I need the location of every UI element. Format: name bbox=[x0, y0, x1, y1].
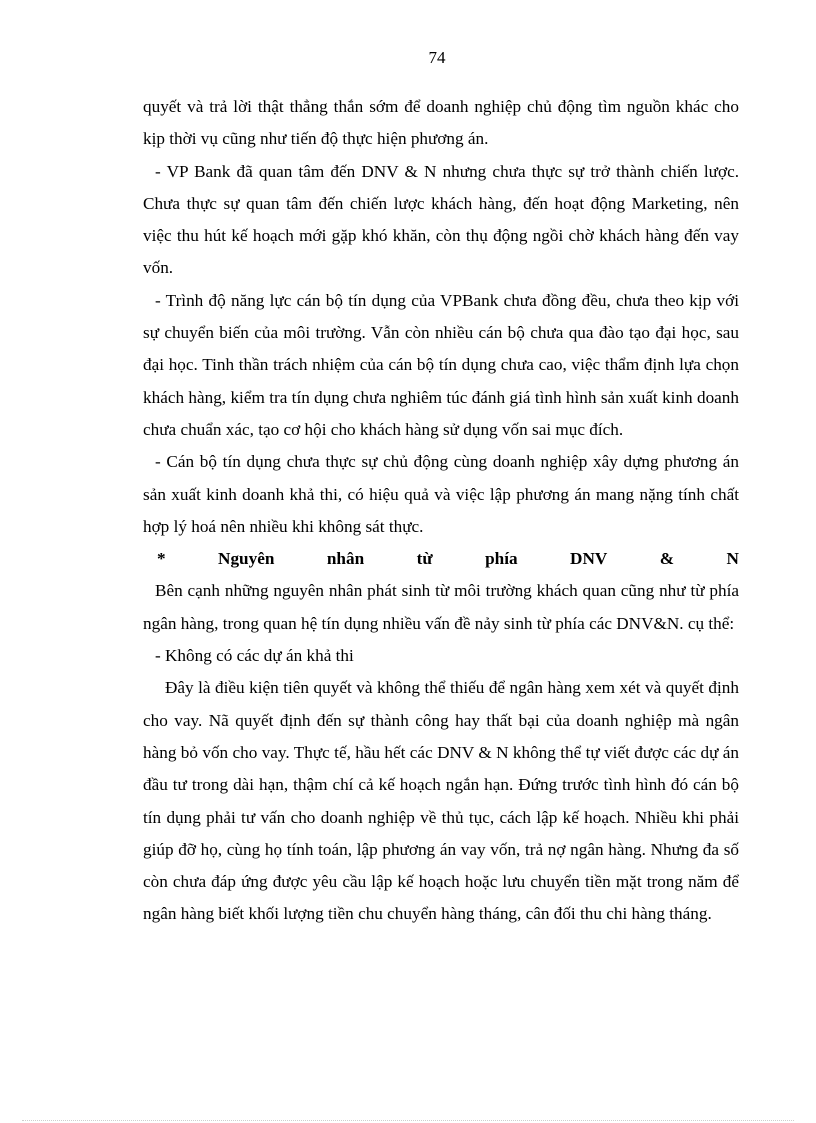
heading-word: & bbox=[659, 549, 675, 569]
paragraph-continuation: quyết và trả lời thật thẳng thắn sớm để doanh nghiệp chủ động tìm nguồn khác cho kịp thời vụ cũng như tiến độ thực hiện phương án. bbox=[143, 97, 739, 149]
heading-word: phía bbox=[485, 549, 518, 569]
heading-word: Nguyên bbox=[218, 549, 275, 569]
paragraph-staff-initiative: - Cán bộ tín dụng chưa thực sự chủ động cùng doanh nghiệp xây dựng phương án sản xuất kinh doanh khả thi, có hiệu quả và việc lập phương án mang nặng tính chất hợp lý hoá nên nhiều khi không sát thực. bbox=[143, 452, 739, 536]
heading-word: từ bbox=[416, 549, 433, 569]
heading-word: nhân bbox=[326, 549, 365, 569]
footer-divider bbox=[22, 1120, 794, 1121]
paragraph-prerequisite: Đây là điều kiện tiên quyết và không thể thiếu để ngân hàng xem xét và quyết định cho vay. Nã quyết định đến sự thành công hay thất bại của doanh nghiệp mà ngân hàng bỏ vốn cho vay. Thực tế, hầu hết các DNV & N không thể tự viết được các dự án đầu tư trong dài hạn, thậm chí cả kế hoạch ngắn hạn. Đứng trước tình hình đó cán bộ tín dụng phải tư vấn cho doanh nghiệp về thủ tục, cách lập kế hoạch. Nhiều khi phải giúp đỡ họ, cùng họ tính toán, lập phương án vay vốn, trả nợ ngân hàng. Nhưng đa số còn chưa đáp ứng được yêu cầu lập kế hoạch hoặc lưu chuyển tiền mặt trong năm để ngân hàng biết khối lượng tiền chu chuyển hàng tháng, cân đối thu chi hàng tháng. bbox=[143, 678, 739, 924]
heading-word: * bbox=[157, 549, 166, 569]
heading-word: N bbox=[726, 549, 739, 569]
document-body bbox=[143, 91, 739, 931]
paragraph-sme-causes: Bên cạnh những nguyên nhân phát sinh từ môi trường khách quan cũng như từ phía ngân hàng, trong quan hệ tín dụng nhiều vấn đề nảy sinh từ phía các DNV&N. cụ thể: bbox=[143, 581, 739, 633]
paragraph-staff-competence: - Trình độ năng lực cán bộ tín dụng của VPBank chưa đồng đều, chưa theo kịp với sự chuyển biến của môi trường. Vẫn còn nhiều cán bộ chưa qua đào tạo đại học, sau đại học. Tinh thần trách nhiệm của cán bộ tín dụng chưa cao, việc thẩm định lựa chọn khách hàng, kiểm tra tín dụng chưa nghiêm túc đánh giá tình hình sản xuất kinh doanh chưa chuẩn xác, tạo cơ hội cho khách hàng sử dụng vốn sai mục đích. bbox=[143, 290, 739, 439]
heading-word: DNV bbox=[570, 549, 608, 569]
page-number: 74 bbox=[428, 48, 446, 67]
paragraph-vpbank-strategy: - VP Bank đã quan tâm đến DNV & N nhưng chưa thực sự trở thành chiến lược. Chưa thực sự quan tâm đến chiến lược khách hàng, đến hoạt động Marketing, nên việc thu hút kế hoạch mới gặp khó khăn, còn thụ động ngồi chờ khách hàng đến vay vốn. bbox=[143, 161, 739, 278]
section-heading bbox=[143, 543, 739, 575]
paragraph-no-feasible-projects: - Không có các dự án khả thi bbox=[155, 646, 354, 666]
